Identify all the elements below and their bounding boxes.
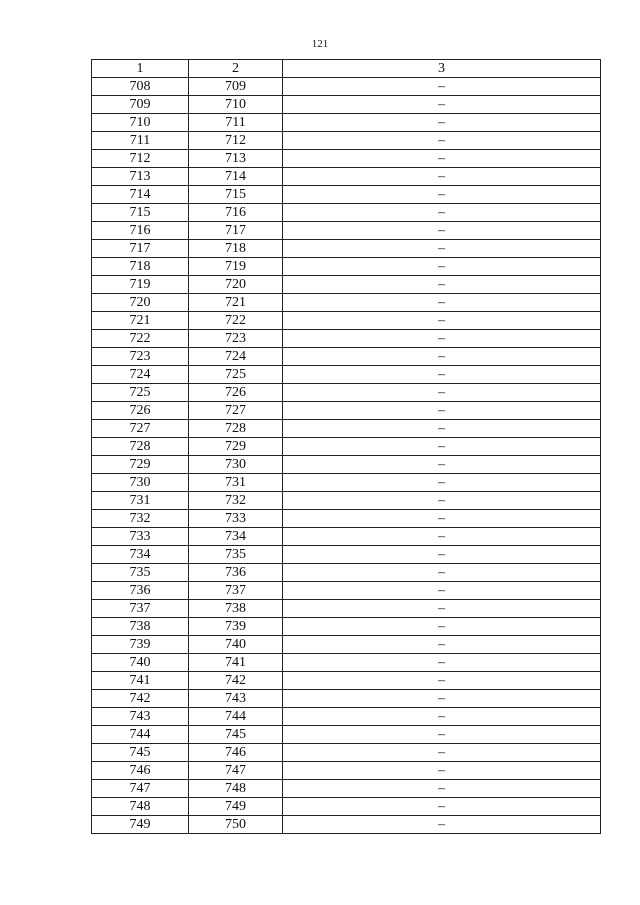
table-cell-col-2: 738 bbox=[189, 600, 283, 618]
data-table bbox=[91, 59, 601, 834]
page-number: 121 bbox=[311, 38, 329, 50]
table-cell-col-2: 737 bbox=[189, 582, 283, 600]
table-row bbox=[92, 744, 601, 762]
column-header-1: 1 bbox=[92, 60, 189, 78]
table-cell-col-1: 733 bbox=[92, 528, 189, 546]
table-cell-col-2: 722 bbox=[189, 312, 283, 330]
table-cell-col-1: 718 bbox=[92, 258, 189, 276]
table-row bbox=[92, 780, 601, 798]
table-cell-col-3: – bbox=[283, 258, 601, 276]
table-cell-col-2: 739 bbox=[189, 618, 283, 636]
table-cell-col-1: 719 bbox=[92, 276, 189, 294]
table-cell-col-2: 742 bbox=[189, 672, 283, 690]
table-cell-col-3: – bbox=[283, 546, 601, 564]
table-row bbox=[92, 240, 601, 258]
table-row bbox=[92, 474, 601, 492]
table-cell-col-2: 744 bbox=[189, 708, 283, 726]
table-cell-col-3: – bbox=[283, 438, 601, 456]
table-cell-col-1: 731 bbox=[92, 492, 189, 510]
table-cell-col-2: 711 bbox=[189, 114, 283, 132]
table-cell-col-1: 722 bbox=[92, 330, 189, 348]
table-cell-col-3: – bbox=[283, 762, 601, 780]
table-cell-col-3: – bbox=[283, 690, 601, 708]
table-row bbox=[92, 564, 601, 582]
table-cell-col-1: 726 bbox=[92, 402, 189, 420]
table-cell-col-1: 734 bbox=[92, 546, 189, 564]
table-cell-col-2: 749 bbox=[189, 798, 283, 816]
table-cell-col-3: – bbox=[283, 636, 601, 654]
table-row bbox=[92, 654, 601, 672]
table-cell-col-3: – bbox=[283, 798, 601, 816]
table-cell-col-3: – bbox=[283, 132, 601, 150]
table-row bbox=[92, 276, 601, 294]
table-row bbox=[92, 150, 601, 168]
table-row bbox=[92, 438, 601, 456]
column-header-2: 2 bbox=[189, 60, 283, 78]
table-cell-col-3: – bbox=[283, 402, 601, 420]
table-cell-col-1: 713 bbox=[92, 168, 189, 186]
table-cell-col-2: 717 bbox=[189, 222, 283, 240]
table-cell-col-2: 715 bbox=[189, 186, 283, 204]
table-cell-col-3: – bbox=[283, 312, 601, 330]
table-cell-col-1: 720 bbox=[92, 294, 189, 312]
table-cell-col-1: 729 bbox=[92, 456, 189, 474]
table-cell-col-3: – bbox=[283, 186, 601, 204]
table-cell-col-2: 734 bbox=[189, 528, 283, 546]
table-cell-col-2: 728 bbox=[189, 420, 283, 438]
table-cell-col-1: 717 bbox=[92, 240, 189, 258]
table-cell-col-3: – bbox=[283, 456, 601, 474]
table-cell-col-3: – bbox=[283, 366, 601, 384]
table-row bbox=[92, 330, 601, 348]
table-cell-col-2: 740 bbox=[189, 636, 283, 654]
table-cell-col-2: 746 bbox=[189, 744, 283, 762]
table-cell-col-1: 735 bbox=[92, 564, 189, 582]
table-cell-col-2: 716 bbox=[189, 204, 283, 222]
table-cell-col-2: 713 bbox=[189, 150, 283, 168]
table-cell-col-2: 723 bbox=[189, 330, 283, 348]
table-cell-col-3: – bbox=[283, 240, 601, 258]
table-cell-col-2: 727 bbox=[189, 402, 283, 420]
table-cell-col-2: 731 bbox=[189, 474, 283, 492]
table-cell-col-1: 725 bbox=[92, 384, 189, 402]
table-body bbox=[92, 78, 601, 834]
table-row bbox=[92, 420, 601, 438]
table-cell-col-1: 739 bbox=[92, 636, 189, 654]
table-cell-col-2: 748 bbox=[189, 780, 283, 798]
table-row bbox=[92, 546, 601, 564]
table-cell-col-2: 750 bbox=[189, 816, 283, 834]
table-cell-col-1: 712 bbox=[92, 150, 189, 168]
column-header-3: 3 bbox=[283, 60, 601, 78]
table-row bbox=[92, 582, 601, 600]
table-cell-col-1: 737 bbox=[92, 600, 189, 618]
table-cell-col-2: 730 bbox=[189, 456, 283, 474]
table-cell-col-2: 720 bbox=[189, 276, 283, 294]
table-cell-col-1: 732 bbox=[92, 510, 189, 528]
table-cell-col-1: 708 bbox=[92, 78, 189, 96]
table-cell-col-2: 735 bbox=[189, 546, 283, 564]
table-cell-col-1: 728 bbox=[92, 438, 189, 456]
table-cell-col-2: 709 bbox=[189, 78, 283, 96]
table-cell-col-1: 747 bbox=[92, 780, 189, 798]
table-cell-col-2: 719 bbox=[189, 258, 283, 276]
table-row bbox=[92, 528, 601, 546]
table-cell-col-3: – bbox=[283, 600, 601, 618]
table-row bbox=[92, 222, 601, 240]
table-cell-col-1: 723 bbox=[92, 348, 189, 366]
table-cell-col-3: – bbox=[283, 168, 601, 186]
table-cell-col-1: 736 bbox=[92, 582, 189, 600]
table-cell-col-2: 732 bbox=[189, 492, 283, 510]
table-row bbox=[92, 204, 601, 222]
table-cell-col-1: 709 bbox=[92, 96, 189, 114]
table-row bbox=[92, 708, 601, 726]
table-cell-col-2: 714 bbox=[189, 168, 283, 186]
table-row bbox=[92, 726, 601, 744]
table-cell-col-1: 738 bbox=[92, 618, 189, 636]
table-cell-col-2: 747 bbox=[189, 762, 283, 780]
table-cell-col-3: – bbox=[283, 780, 601, 798]
table-cell-col-1: 748 bbox=[92, 798, 189, 816]
table-cell-col-3: – bbox=[283, 582, 601, 600]
table-row bbox=[92, 132, 601, 150]
table-cell-col-3: – bbox=[283, 150, 601, 168]
table-cell-col-2: 745 bbox=[189, 726, 283, 744]
table-cell-col-3: – bbox=[283, 474, 601, 492]
table-row bbox=[92, 690, 601, 708]
table-header-row bbox=[92, 60, 601, 78]
table-cell-col-3: – bbox=[283, 744, 601, 762]
table-row bbox=[92, 618, 601, 636]
table-cell-col-3: – bbox=[283, 492, 601, 510]
table-row bbox=[92, 402, 601, 420]
table-cell-col-3: – bbox=[283, 204, 601, 222]
table-cell-col-2: 736 bbox=[189, 564, 283, 582]
table-row bbox=[92, 384, 601, 402]
table-cell-col-1: 716 bbox=[92, 222, 189, 240]
table-cell-col-3: – bbox=[283, 816, 601, 834]
table-cell-col-2: 724 bbox=[189, 348, 283, 366]
table-cell-col-3: – bbox=[283, 222, 601, 240]
table-cell-col-1: 741 bbox=[92, 672, 189, 690]
table-cell-col-3: – bbox=[283, 708, 601, 726]
table-cell-col-2: 729 bbox=[189, 438, 283, 456]
table-cell-col-2: 741 bbox=[189, 654, 283, 672]
table-cell-col-1: 727 bbox=[92, 420, 189, 438]
table-row bbox=[92, 168, 601, 186]
table-cell-col-3: – bbox=[283, 654, 601, 672]
table-row bbox=[92, 456, 601, 474]
table-cell-col-2: 733 bbox=[189, 510, 283, 528]
table-row bbox=[92, 258, 601, 276]
table-cell-col-3: – bbox=[283, 618, 601, 636]
table-cell-col-1: 744 bbox=[92, 726, 189, 744]
table-row bbox=[92, 186, 601, 204]
table-row bbox=[92, 312, 601, 330]
table-cell-col-3: – bbox=[283, 330, 601, 348]
table-cell-col-1: 721 bbox=[92, 312, 189, 330]
table-row bbox=[92, 816, 601, 834]
table-row bbox=[92, 492, 601, 510]
table-cell-col-3: – bbox=[283, 294, 601, 312]
table-row bbox=[92, 762, 601, 780]
table-cell-col-1: 730 bbox=[92, 474, 189, 492]
table-row bbox=[92, 636, 601, 654]
table-cell-col-3: – bbox=[283, 114, 601, 132]
table-cell-col-2: 712 bbox=[189, 132, 283, 150]
table-cell-col-2: 718 bbox=[189, 240, 283, 258]
table-cell-col-3: – bbox=[283, 348, 601, 366]
table-row bbox=[92, 96, 601, 114]
table-row bbox=[92, 114, 601, 132]
table-cell-col-3: – bbox=[283, 78, 601, 96]
table-cell-col-2: 726 bbox=[189, 384, 283, 402]
table-cell-col-1: 711 bbox=[92, 132, 189, 150]
table-row bbox=[92, 798, 601, 816]
table-cell-col-3: – bbox=[283, 672, 601, 690]
table-row bbox=[92, 294, 601, 312]
table-cell-col-1: 710 bbox=[92, 114, 189, 132]
table-cell-col-3: – bbox=[283, 276, 601, 294]
table-cell-col-3: – bbox=[283, 96, 601, 114]
table-cell-col-1: 743 bbox=[92, 708, 189, 726]
table-row bbox=[92, 348, 601, 366]
table-cell-col-2: 725 bbox=[189, 366, 283, 384]
table-row bbox=[92, 366, 601, 384]
table-cell-col-1: 746 bbox=[92, 762, 189, 780]
table-cell-col-3: – bbox=[283, 564, 601, 582]
table-cell-col-2: 721 bbox=[189, 294, 283, 312]
table-cell-col-3: – bbox=[283, 420, 601, 438]
table-cell-col-3: – bbox=[283, 528, 601, 546]
table-cell-col-1: 742 bbox=[92, 690, 189, 708]
table-cell-col-3: – bbox=[283, 384, 601, 402]
table-row bbox=[92, 78, 601, 96]
table-cell-col-2: 743 bbox=[189, 690, 283, 708]
table-row bbox=[92, 672, 601, 690]
table-cell-col-1: 749 bbox=[92, 816, 189, 834]
table-cell-col-2: 710 bbox=[189, 96, 283, 114]
table-cell-col-1: 724 bbox=[92, 366, 189, 384]
table-cell-col-1: 740 bbox=[92, 654, 189, 672]
table-cell-col-1: 714 bbox=[92, 186, 189, 204]
table-cell-col-3: – bbox=[283, 726, 601, 744]
table-cell-col-1: 745 bbox=[92, 744, 189, 762]
table-cell-col-3: – bbox=[283, 510, 601, 528]
table-row bbox=[92, 600, 601, 618]
table-cell-col-1: 715 bbox=[92, 204, 189, 222]
table-row bbox=[92, 510, 601, 528]
